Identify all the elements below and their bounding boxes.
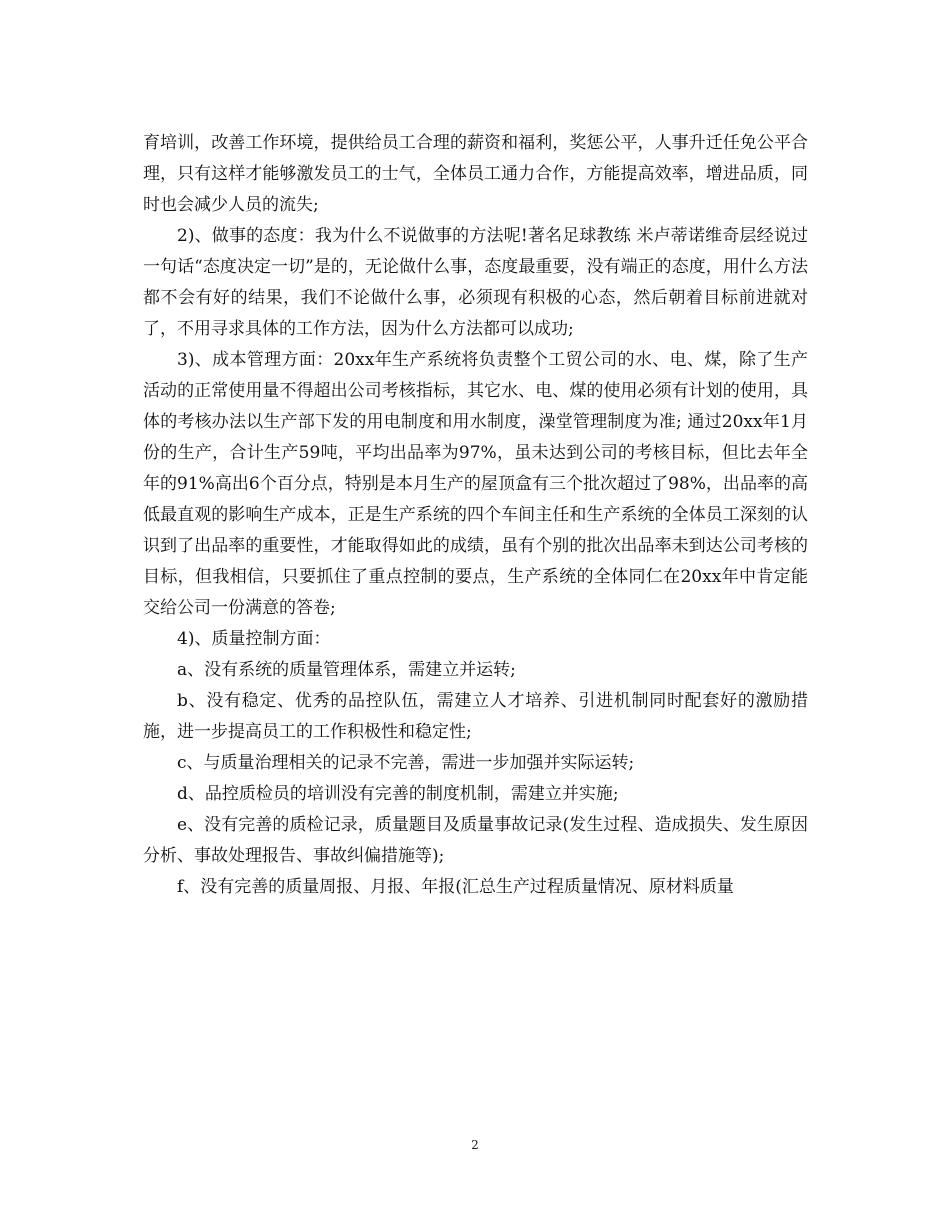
list-item-b: b、没有稳定、优秀的品控队伍，需建立人才培养、引进机制同时配套好的激励措施，进一步提高员工的工作积极性和稳定性;	[143, 691, 808, 742]
list-item-e: e、没有完善的质检记录，质量题目及质量事故记录(发生过程、造成损失、发生原因分析、事故处理报告、事故纠偏措施等);	[143, 815, 808, 866]
document-body	[143, 128, 808, 903]
paragraph-cost-management: 3)、成本管理方面：20xx年生产系统将负责整个工贸公司的水、电、煤，除了生产活动的正常使用量不得超出公司考核指标，其它水、电、煤的使用必须有计划的使用，具体的考核办法以生产部下发的用电制度和用水制度，澡堂管理制度为准; 通过20xx年1月份的生产，合计生产59吨，平均出品率为97%，虽未达到公司的考核目标，但比去年全年的91%高出6个百分点，特别是本月生产的屋顶盒有三个批次超过了98%，出品率的高低最直观的影响生产成本，正是生产系统的四个车间主任和生产系统的全体员工深刻的认识到了出品率的重要性，才能取得如此的成绩，虽有个别的批次出品率未到达公司考核的目标，但我相信，只要抓住了重点控制的要点，生产系统的全体同仁在20xx年中肯定能交给公司一份满意的答卷;	[143, 350, 808, 618]
page-number: 2	[471, 1138, 479, 1152]
paragraph-staff-training: 育培训，改善工作环境，提供给员工合理的薪资和福利，奖惩公平，人事升迁任免公平合理，只有这样才能够激发员工的士气，全体员工通力合作，方能提高效率，增进品质，同时也会减少人员的流失;	[143, 133, 808, 215]
list-item-a: a、没有系统的质量管理体系，需建立并运转;	[177, 660, 516, 680]
list-item-c: c、与质量治理相关的记录不完善，需进一步加强并实际运转;	[177, 753, 635, 773]
list-item-f: f、没有完善的质量周报、月报、年报(汇总生产过程质量情况、原材料质量	[177, 877, 734, 897]
paragraph-work-attitude: 2)、做事的态度：我为什么不说做事的方法呢!著名足球教练 米卢蒂诺维奇层经说过一句话“态度决定一切”是的，无论做什么事，态度最重要，没有端正的态度，用什么方法都不会有好的结果，我们不论做什么事，必须现有积极的心态，然后朝着目标前进就对了，不用寻求具体的工作方法，因为什么方法都可以成功;	[143, 226, 808, 339]
list-item-d: d、品控质检员的培训没有完善的制度机制，需建立并实施;	[177, 784, 619, 804]
paragraph-quality-control-heading: 4)、质量控制方面：	[177, 629, 331, 649]
